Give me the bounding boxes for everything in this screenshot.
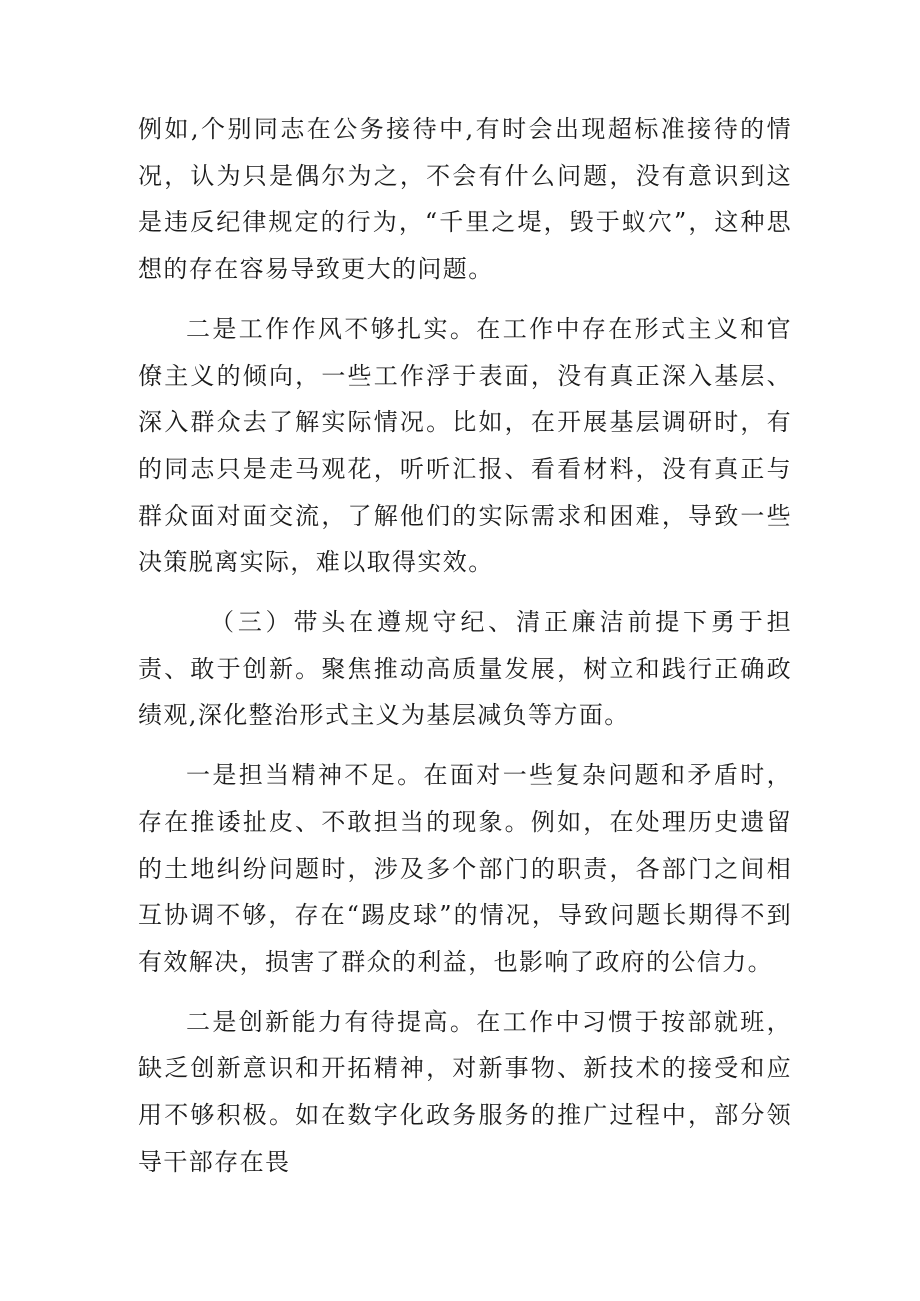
document-body xyxy=(138,106,792,1185)
paragraph-work-style: 二是工作作风不够扎实。在工作中存在形式主义和官僚主义的倾向，一些工作浮于表面，没有真正深入基层、深入群众去了解实际情况。比如，在开展基层调研时，有的同志只是走马观花，听听汇报、看看材料，没有真正与群众面对面交流，了解他们的实际需求和困难，导致一些决策脱离实际，难以取得实效。 xyxy=(138,314,792,577)
paragraph-reception-example: 例如,个别同志在公务接待中,有时会出现超标准接待的情况，认为只是偶尔为之，不会有什么问题，没有意识到这是违反纪律规定的行为，“千里之堤，毁于蚁穴”，这种思想的存在容易导致更大的问题。 xyxy=(138,115,792,284)
paragraph-innovation: 二是创新能力有待提高。在工作中习惯于按部就班，缺乏创新意识和开拓精神，对新事物、新技术的接受和应用不够积极。如在数字化政务服务的推广过程中，部分领导干部存在畏 xyxy=(138,1007,792,1176)
paragraph-responsibility: 一是担当精神不足。在面对一些复杂问题和矛盾时，存在推诿扯皮、不敢担当的现象。例如，在处理历史遗留的土地纠纷问题时，涉及多个部门的职责，各部门之间相互协调不够，存在“踢皮球”的情况，导致问题长期得不到有效解决，损害了群众的利益，也影响了政府的公信力。 xyxy=(138,761,792,976)
section-heading-3: （三）带头在遵规守纪、清正廉洁前提下勇于担责、敢于创新。聚焦推动高质量发展，树立和践行正确政绩观,深化整治形式主义为基层减负等方面。 xyxy=(138,608,792,730)
